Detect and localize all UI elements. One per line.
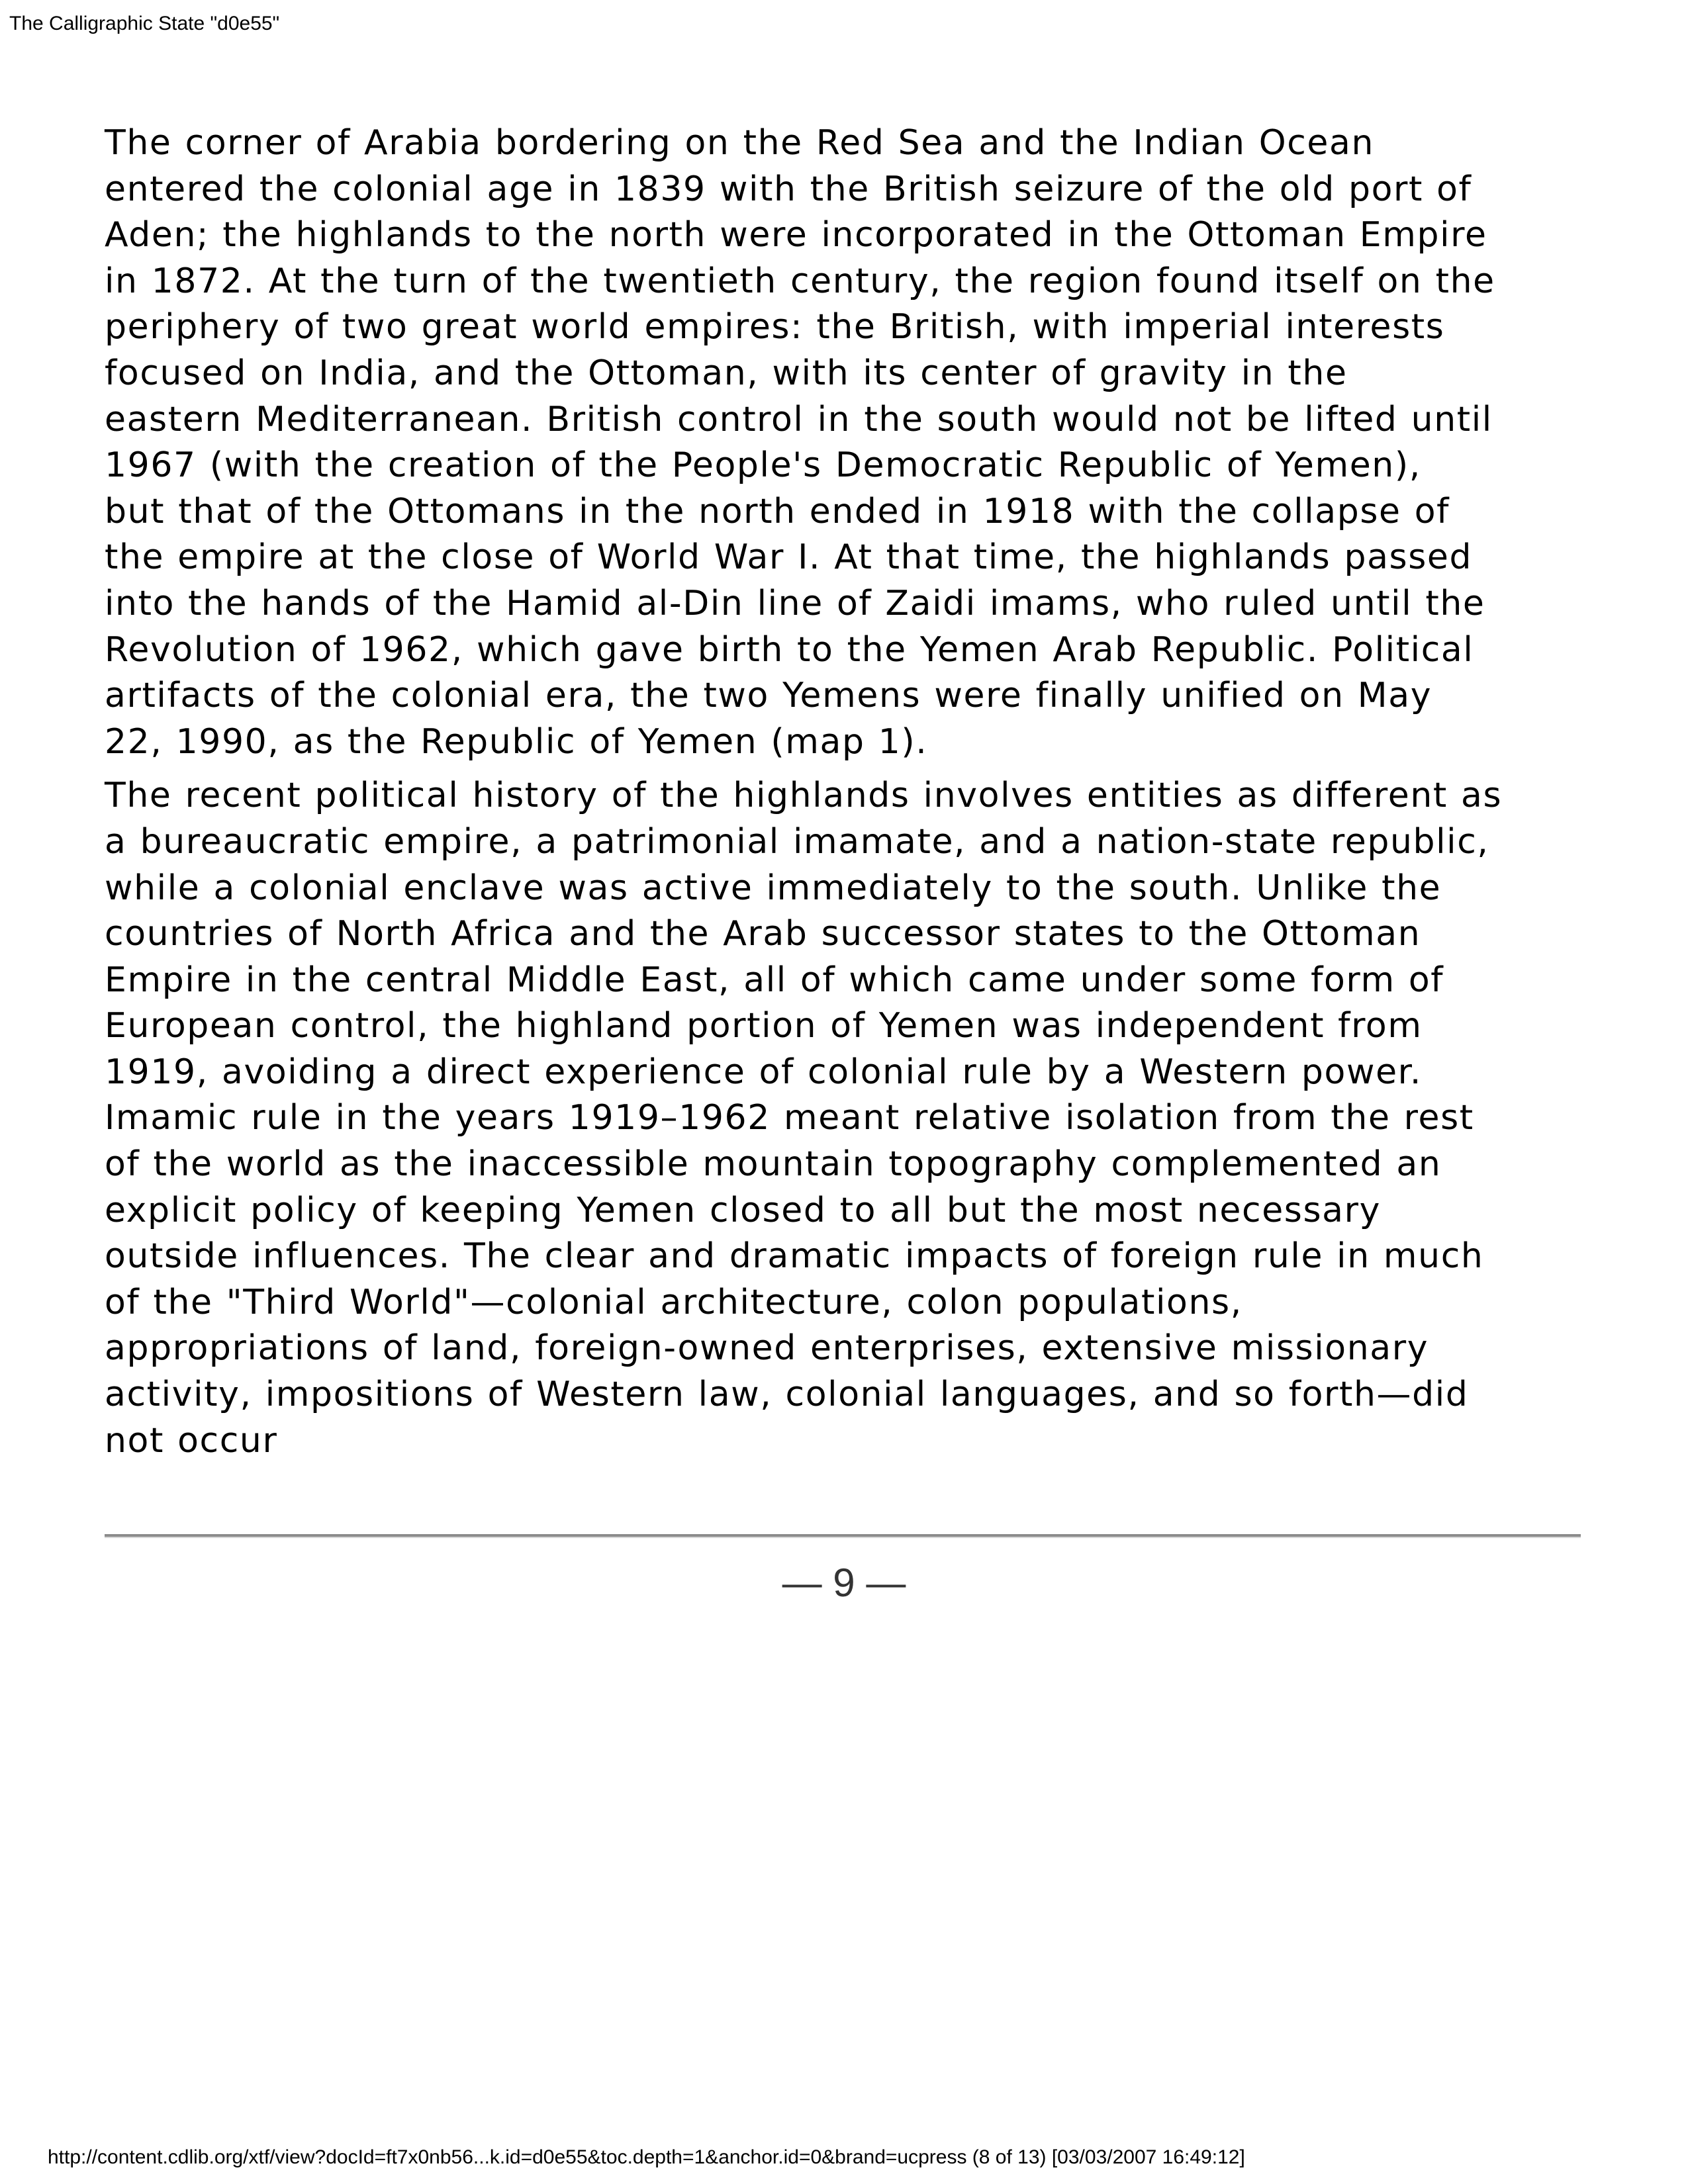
page-footer-url: http://content.cdlib.org/xtf/view?docId=ft7x0nb56...k.id=d0e55&toc.depth=1&anchor.id=0&brand=ucpress (8 of 13) [03/03/2007 16:49:12] [48,2146,1245,2168]
text-line: European control, the highland portion of Yemen was independent from [105,1006,1423,1046]
text-line: outside influences. The clear and dramatic impacts of foreign rule in much [105,1236,1484,1277]
text-line: Revolution of 1962, which gave birth to the Yemen Arab Republic. Political [105,629,1474,670]
page-divider [105,1534,1581,1538]
page-number: — 9 — [782,1561,906,1605]
text-line: The corner of Arabia bordering on the Red Sea and the Indian Ocean [105,123,1375,163]
text-line: in 1872. At the turn of the twentieth century, the region found itself on the [105,261,1495,301]
paragraph-2 [105,773,1581,1464]
text-line: into the hands of the Hamid al-Din line of Zaidi imams, who ruled until the [105,583,1485,623]
text-line: activity, impositions of Western law, colonial languages, and so forth—did [105,1375,1469,1415]
text-line: countries of North Africa and the Arab successor states to the Ottoman [105,914,1421,954]
text-line: 22, 1990, as the Republic of Yemen (map 1). [105,721,928,762]
text-line: artifacts of the colonial era, the two Yemens were finally unified on May [105,676,1432,716]
main-content [105,120,1581,1472]
paragraph-1 [105,120,1581,765]
text-line: of the world as the inaccessible mountain topography complemented an [105,1144,1442,1185]
text-line: Aden; the highlands to the north were incorporated in the Ottoman Empire [105,215,1487,255]
text-line: Empire in the central Middle East, all of which came under some form of [105,960,1444,1000]
text-line: explicit policy of keeping Yemen closed to all but the most necessary [105,1190,1381,1230]
text-line: not occur [105,1420,278,1461]
text-line: focused on India, and the Ottoman, with its center of gravity in the [105,353,1348,393]
text-line: eastern Mediterranean. British control in the south would not be lifted until [105,399,1493,439]
text-line: while a colonial enclave was active immediately to the south. Unlike the [105,868,1442,908]
text-line: 1919, avoiding a direct experience of colonial rule by a Western power. [105,1052,1423,1092]
text-line: Imamic rule in the years 1919–1962 meant relative isolation from the rest [105,1098,1474,1138]
text-line: the empire at the close of World War I. At that time, the highlands passed [105,537,1473,578]
text-line: The recent political history of the highlands involves entities as different as [105,776,1503,816]
page-header-title: The Calligraphic State "d0e55" [9,13,280,34]
text-line: appropriations of land, foreign-owned enterprises, extensive missionary [105,1328,1429,1369]
text-line: but that of the Ottomans in the north ended in 1918 with the collapse of [105,491,1450,531]
text-line: periphery of two great world empires: the British, with imperial interests [105,307,1445,347]
text-line: a bureaucratic empire, a patrimonial imamate, and a nation-state republic, [105,821,1489,862]
text-line: 1967 (with the creation of the People's Democratic Republic of Yemen), [105,445,1421,486]
text-line: of the "Third World"—colonial architecture, colon populations, [105,1282,1243,1322]
text-line: entered the colonial age in 1839 with the British seizure of the old port of [105,169,1472,209]
